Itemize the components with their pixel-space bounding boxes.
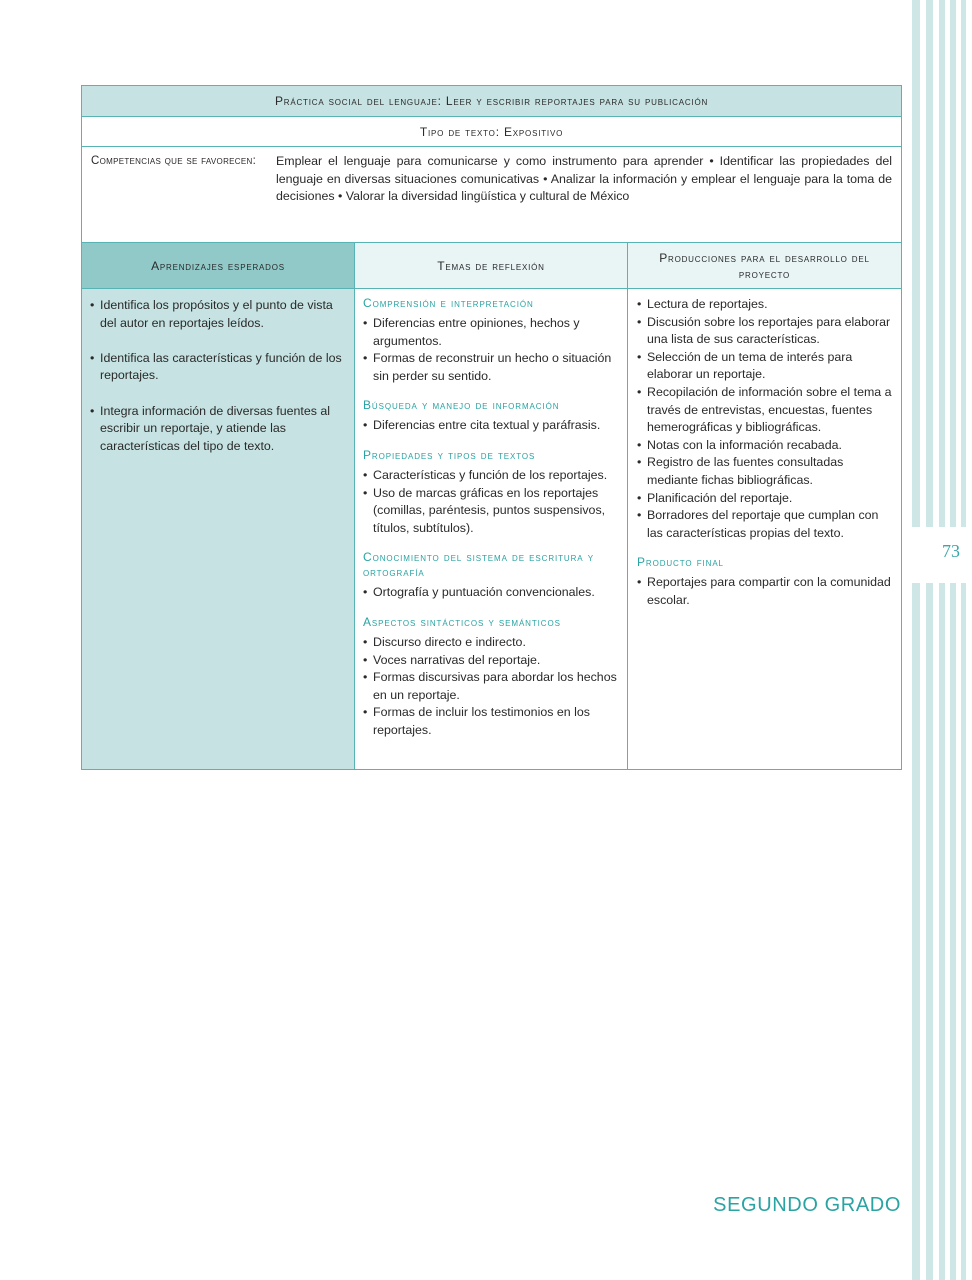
competencias-text: Emplear el lenguaje para comunicarse y como instrumento para aprender • Identificar las propiedades del lenguaje en diversas situaciones comunicativas • Analizar la información y emplear el lenguaje para la toma de decisiones • Valorar la diversidad lingüística y cultural de México: [276, 154, 892, 204]
list-item: • Voces narrativas del reportaje.: [363, 652, 619, 670]
column-header-producciones: [628, 243, 901, 288]
list-item: • Formas discursivas para abordar los hechos en un reportaje.: [363, 669, 619, 704]
decorative-stripes: [912, 0, 972, 1280]
list-item: • Formas de reconstruir un hecho o situación sin perder su sentido.: [363, 350, 619, 385]
column-headers: [82, 243, 901, 289]
list-item: • Diferencias entre cita textual y paráfrasis.: [363, 417, 619, 435]
list-item: • Recopilación de información sobre el tema a través de entrevistas, encuestas, fuentes hemerográficas y bibliográficas.: [637, 384, 893, 437]
column-header-producciones-label: Producciones para el desarrollo del proyecto: [659, 250, 870, 281]
content-row: [82, 289, 901, 769]
temas-section: [363, 398, 619, 435]
producciones-column: [628, 289, 901, 769]
section-title: Aspectos sintácticos y semánticos: [363, 614, 561, 629]
aprendizajes-column: [82, 289, 355, 769]
column-header-temas: Temas de reflexión: [355, 243, 628, 288]
section-title: Comprensión e interpretación: [363, 296, 534, 310]
list-item: • Borradores del reportaje que cumplan con las características propias del texto.: [637, 507, 893, 542]
list-item: • Discurso directo e indirecto.: [363, 634, 619, 652]
tipo-texto-title: Tipo de texto: Expositivo: [419, 124, 564, 139]
page-number: 73: [942, 541, 960, 561]
list-item: • Integra información de diversas fuentes al escribir un reportaje, y atiende las características del tipo de texto.: [90, 403, 346, 456]
temas-section: [363, 550, 619, 602]
practica-title: Práctica social del lenguaje: Leer y escribir reportajes para su publicación: [274, 94, 709, 108]
temas-column: [355, 289, 628, 769]
list-item: • Identifica los propósitos y el punto de vista del autor en reportajes leídos.: [90, 297, 346, 332]
temas-section: [363, 448, 619, 537]
list-item: • Ortografía y puntuación convencionales.: [363, 584, 619, 602]
list-item: • Planificación del reportaje.: [637, 490, 893, 508]
practica-header: [82, 86, 901, 117]
list-item: • Selección de un tema de interés para elaborar un reportaje.: [637, 349, 893, 384]
producto-final-section: [637, 555, 893, 609]
page-number-tab: [910, 527, 972, 583]
temas-section: [363, 296, 619, 385]
producciones-list: [637, 296, 893, 542]
grade-footer: SEGUNDO GRADO: [713, 1194, 901, 1216]
list-item: • Discusión sobre los reportajes para elaborar una lista de sus características.: [637, 314, 893, 349]
list-item: • Características y función de los reportajes.: [363, 467, 619, 485]
list-item: • Lectura de reportajes.: [637, 296, 893, 314]
list-item: • Notas con la información recabada.: [637, 437, 893, 455]
competencias-row: [82, 147, 901, 243]
list-item: • Identifica las características y función de los reportajes.: [90, 350, 346, 385]
tipo-texto-header: [82, 117, 901, 147]
list-item: • Registro de las fuentes consultadas mediante fichas bibliográficas.: [637, 454, 893, 489]
list-item: • Formas de incluir los testimonios en los reportajes.: [363, 704, 619, 739]
section-title: Producto final: [637, 555, 724, 570]
list-item: • Diferencias entre opiniones, hechos y argumentos.: [363, 315, 619, 350]
section-title: Conocimiento del sistema de escritura y ortografía: [363, 550, 594, 580]
section-title: Propiedades y tipos de textos: [363, 447, 536, 462]
competencias-label: Competencias que se favorecen:: [91, 155, 257, 167]
section-title: Búsqueda y manejo de información: [363, 398, 560, 413]
temas-section: [363, 615, 619, 740]
list-item: • Uso de marcas gráficas en los reportajes (comillas, paréntesis, puntos suspensivos, títulos, subtítulos).: [363, 485, 619, 538]
list-item: • Reportajes para compartir con la comunidad escolar.: [637, 574, 893, 609]
column-header-aprendizajes: Aprendizajes esperados: [82, 243, 355, 288]
program-table: [81, 85, 902, 770]
